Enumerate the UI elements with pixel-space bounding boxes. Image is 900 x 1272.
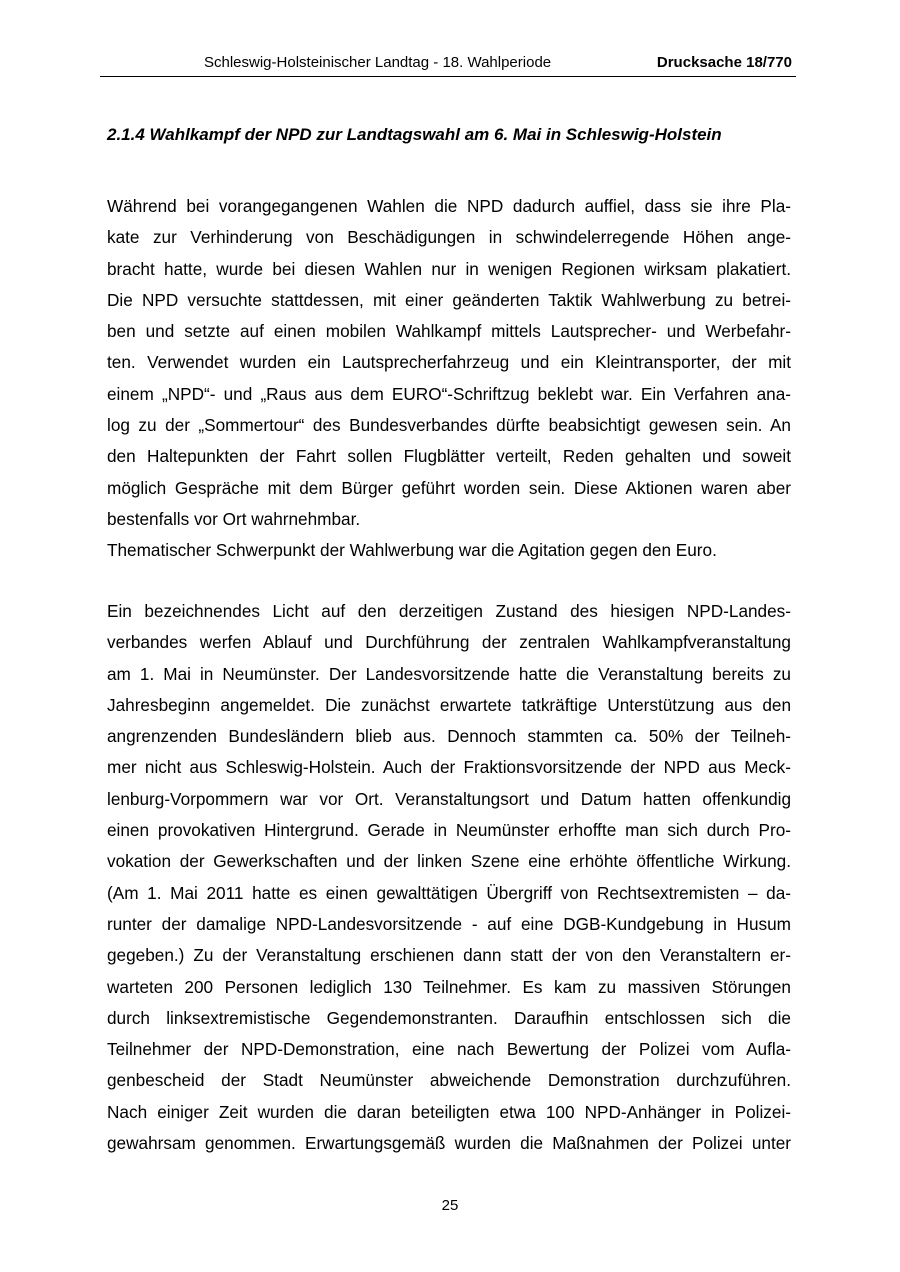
text-line: einen provokativen Hintergrund. Gerade in Neumünster erhoffte man sich durch Pro- — [107, 820, 791, 841]
text-line: Nach einiger Zeit wurden die daran beteiligten etwa 100 NPD-Anhänger in Polizei- — [107, 1101, 791, 1122]
text-line: log zu der „Sommertour“ des Bundesverbandes dürfte beabsichtigt gewesen sein. An — [107, 415, 791, 436]
document-number: Drucksache 18/770 — [656, 54, 792, 71]
text-line: (Am 1. Mai 2011 hatte es einen gewalttätigen Übergriff von Rechtsextremisten – da- — [107, 882, 791, 903]
header-title: Schleswig-Holsteinischer Landtag - 18. Wahlperiode — [204, 54, 552, 71]
text-line: Die NPD versuchte stattdessen, mit einer geänderten Taktik Wahlwerbung zu betrei- — [107, 289, 791, 310]
paragraph-1 — [107, 191, 791, 567]
text-line: durch linksextremistische Gegendemonstranten. Daraufhin entschlossen sich die — [107, 1007, 791, 1028]
text-line: bestenfalls vor Ort wahrnehmbar. — [107, 508, 361, 529]
text-line: mer nicht aus Schleswig-Holstein. Auch der Fraktionsvorsitzende der NPD aus Meck- — [107, 757, 791, 778]
text-line: Während bei vorangegangenen Wahlen die NPD dadurch auffiel, dass sie ihre Pla- — [107, 196, 791, 216]
text-line: möglich Gespräche mit dem Bürger geführt worden sein. Diese Aktionen waren aber — [107, 477, 791, 498]
text-line: kate zur Verhinderung von Beschädigungen in schwindelerregende Höhen ange- — [107, 227, 791, 248]
text-line: bracht hatte, wurde bei diesen Wahlen nur in wenigen Regionen wirksam plakatiert. — [107, 258, 791, 279]
paragraph-2 — [107, 596, 791, 1159]
text-line: Teilnehmer der NPD-Demonstration, eine nach Bewertung der Polizei vom Aufla- — [107, 1039, 791, 1060]
text-line: den Haltepunkten der Fahrt sollen Flugblätter verteilt, Reden gehalten und soweit — [107, 446, 791, 467]
text-line: ten. Verwendet wurden ein Lautsprecherfahrzeug und ein Kleintransporter, der mit — [107, 352, 791, 373]
text-line: gewahrsam genommen. Erwartungsgemäß wurden die Maßnahmen der Polizei unter — [107, 1133, 791, 1154]
text-line: gegeben.) Zu der Veranstaltung erschienen dann statt der von den Veranstaltern er- — [107, 945, 791, 966]
text-line: runter der damalige NPD-Landesvorsitzende - auf eine DGB-Kundgebung in Husum — [107, 913, 791, 934]
text-line: einem „NPD“- und „Raus aus dem EURO“-Schriftzug beklebt war. Ein Verfahren ana- — [107, 383, 791, 404]
text-line: verbandes werfen Ablauf und Durchführung der zentralen Wahlkampfveranstaltung — [107, 632, 791, 653]
page-number: 25 — [441, 1197, 459, 1214]
page-header — [100, 50, 796, 77]
text-line: lenburg-Vorpommern war vor Ort. Veranstaltungsort und Datum hatten offenkundig — [107, 788, 791, 809]
text-line: am 1. Mai in Neumünster. Der Landesvorsitzende hatte die Veranstaltung bereits zu — [107, 663, 791, 684]
text-line: ben und setzte auf einen mobilen Wahlkampf mittels Lautsprecher- und Werbefahr- — [107, 321, 791, 342]
text-line: warteten 200 Personen lediglich 130 Teilnehmer. Es kam zu massiven Störungen — [107, 976, 791, 997]
text-line: genbescheid der Stadt Neumünster abweichende Demonstration durchzuführen. — [107, 1070, 791, 1091]
text-line: Jahresbeginn angemeldet. Die zunächst erwartete tatkräftige Unterstützung aus den — [107, 694, 791, 715]
text-line: angrenzenden Bundesländern blieb aus. Dennoch stammten ca. 50% der Teilneh- — [107, 726, 791, 747]
text-line: vokation der Gewerkschaften und der linken Szene eine erhöhte öffentliche Wirkung. — [107, 851, 791, 872]
text-line: Thematischer Schwerpunkt der Wahlwerbung war die Agitation gegen den Euro. — [107, 540, 717, 561]
text-line: Ein bezeichnendes Licht auf den derzeitigen Zustand des hiesigen NPD-Landes- — [107, 601, 791, 621]
section-heading: 2.1.4 Wahlkampf der NPD zur Landtagswahl am 6. Mai in Schleswig-Holstein — [107, 125, 722, 144]
